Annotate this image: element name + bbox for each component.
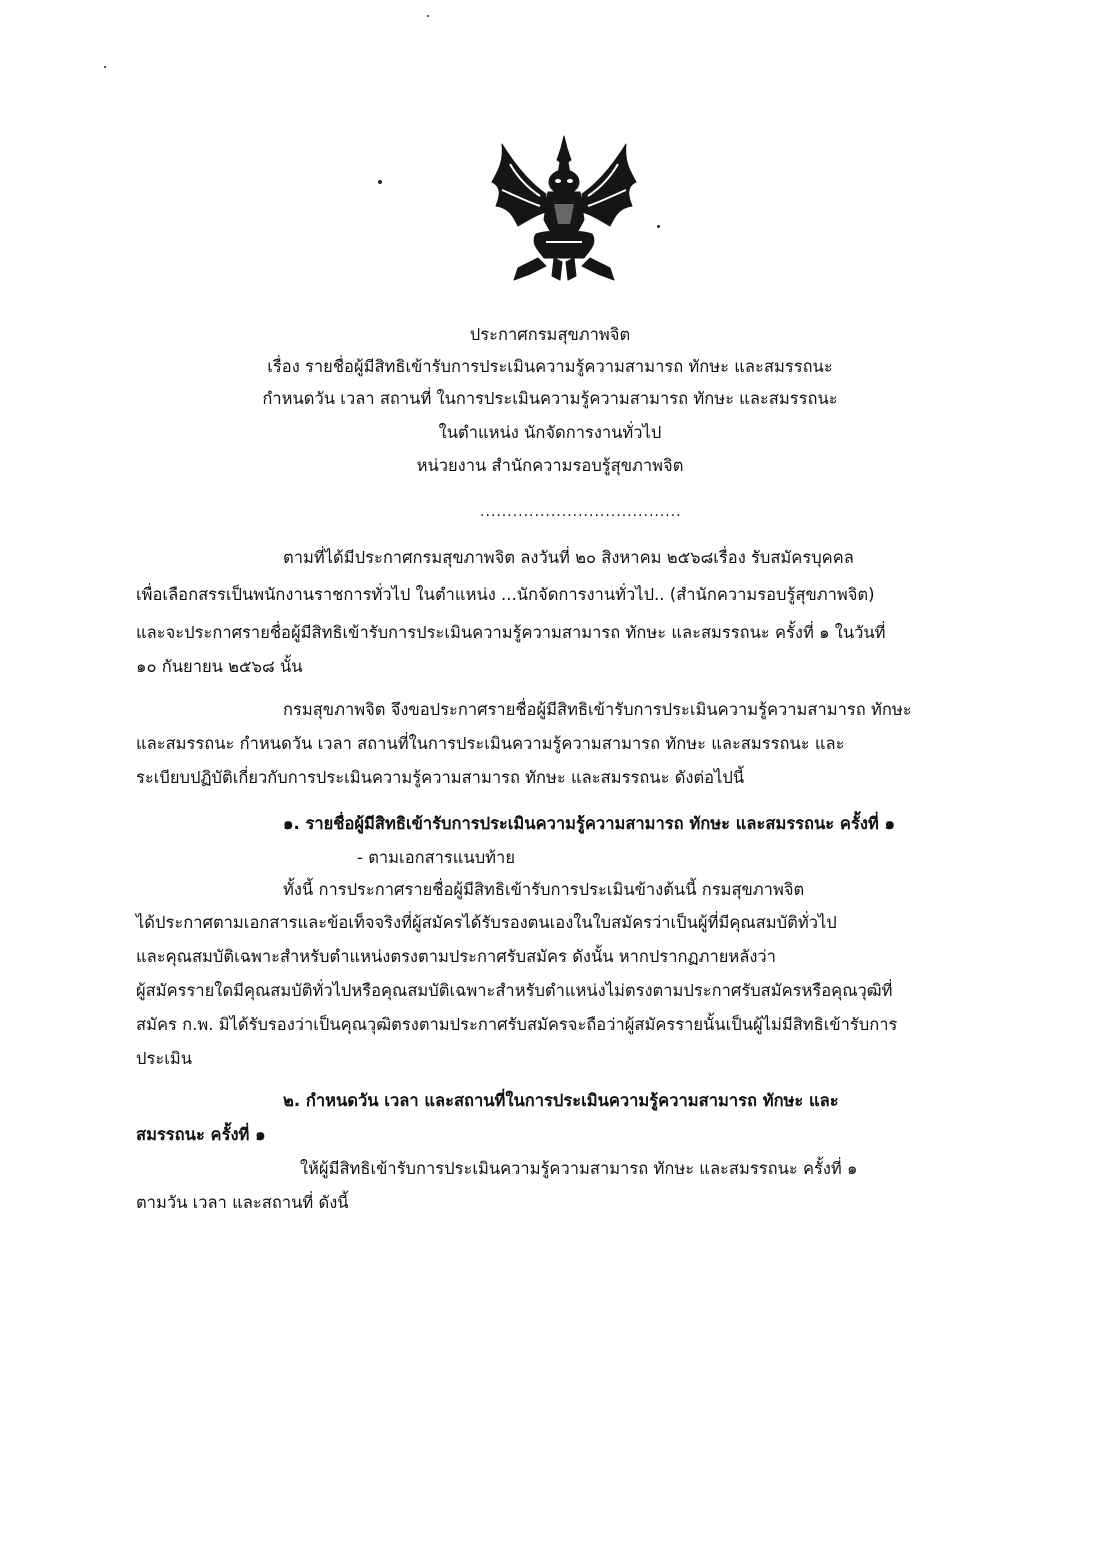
- announcement-unit: หน่วยงาน สำนักความรอบรู้สุขภาพจิต: [416, 456, 684, 475]
- para2-line1: กรมสุขภาพจิต จึงขอประกาศรายชื่อผู้มีสิทธิเข้ารับการประเมินความรู้ความสามารถ ทักษะ: [283, 700, 912, 719]
- scan-speck: [427, 15, 429, 17]
- section1-line2: ได้ประกาศตามเอกสารและข้อเท็จจริงที่ผู้สมัครได้รับรองตนเองในใบสมัครว่าเป็นผู้ที่มีคุณสมบัติทั่วไป: [136, 913, 837, 932]
- section1-bullet: - ตามเอกสารแนบท้าย: [357, 848, 515, 867]
- section1-heading: ๑. รายชื่อผู้มีสิทธิเข้ารับการประเมินความรู้ความสามารถ ทักษะ และสมรรถนะ ครั้งที่ ๑: [283, 814, 895, 833]
- section1-line1: ทั้งนี้ การประกาศรายชื่อผู้มีสิทธิเข้ารับการประเมินข้างต้นนี้ กรมสุขภาพจิต: [283, 880, 805, 899]
- section2-line1: ให้ผู้มีสิทธิเข้ารับการประเมินความรู้ความสามารถ ทักษะ และสมรรถนะ ครั้งที่ ๑: [300, 1159, 858, 1178]
- scan-speck: [378, 180, 382, 184]
- para1-line3: และจะประกาศรายชื่อผู้มีสิทธิเข้ารับการประเมินความรู้ความสามารถ ทักษะ และสมรรถนะ ครั้งที่ ๑ ในวันที่: [136, 623, 886, 642]
- para1-line2: เพื่อเลือกสรรเป็นพนักงานราชการทั่วไป ในตำแหน่ง ...นักจัดการงานทั่วไป.. (สำนักความรอบรู้สุขภาพจิต): [136, 585, 875, 604]
- announcement-subject-line2: กำหนดวัน เวลา สถานที่ ในการประเมินความรู้ความสามารถ ทักษะ และสมรรถนะ: [262, 389, 838, 408]
- announcement-subject: เรื่อง รายชื่อผู้มีสิทธิเข้ารับการประเมินความรู้ความสามารถ ทักษะ และสมรรถนะ: [267, 357, 833, 376]
- scan-speck: [657, 225, 660, 228]
- scan-speck: [104, 66, 106, 68]
- para1-line1: ตามที่ได้มีประกาศกรมสุขภาพจิต ลงวันที่ ๒๐ สิงหาคม ๒๕๖๘เรื่อง รับสมัครบุคคล: [283, 548, 854, 567]
- header-separator: .....................................: [480, 504, 682, 520]
- para2-line3: ระเบียบปฏิบัติเกี่ยวกับการประเมินความรู้ความสามารถ ทักษะ และสมรรถนะ ดังต่อไปนี้: [136, 768, 745, 787]
- section1-line4: ผู้สมัครรายใดมีคุณสมบัติทั่วไปหรือคุณสมบัติเฉพาะสำหรับตำแหน่งไม่ตรงตามประกาศรับสมัครหรือคุณวุฒิที่: [136, 981, 893, 1000]
- section2-line2: ตามวัน เวลา และสถานที่ ดังนี้: [136, 1193, 349, 1212]
- section1-line6: ประเมิน: [136, 1049, 192, 1068]
- announcement-position: ในตำแหน่ง นักจัดการงานทั่วไป: [438, 423, 662, 442]
- para2-line2: และสมรรถนะ กำหนดวัน เวลา สถานที่ในการประเมินความรู้ความสามารถ ทักษะ และสมรรถนะ และ: [136, 734, 845, 753]
- section1-line3: และคุณสมบัติเฉพาะสำหรับตำแหน่งตรงตามประกาศรับสมัคร ดังนั้น หากปรากฏภายหลังว่า: [136, 947, 776, 966]
- para1-line4: ๑๐ กันยายน ๒๕๖๘ นั้น: [136, 657, 303, 676]
- section1-line5: สมัคร ก.พ. มิได้รับรองว่าเป็นคุณวุฒิตรงตามประกาศรับสมัครจะถือว่าผู้สมัครรายนั้นเป็นผู้ไม่มีสิทธิเข้ารับการ: [136, 1015, 898, 1034]
- announcement-title: ประกาศกรมสุขภาพจิต: [469, 325, 631, 344]
- section2-heading-line2: สมรรถนะ ครั้งที่ ๑: [136, 1125, 266, 1144]
- section2-heading: ๒. กำหนดวัน เวลา และสถานที่ในการประเมินความรู้ความสามารถ ทักษะ และ: [283, 1091, 839, 1110]
- garuda-emblem-icon: [488, 134, 640, 284]
